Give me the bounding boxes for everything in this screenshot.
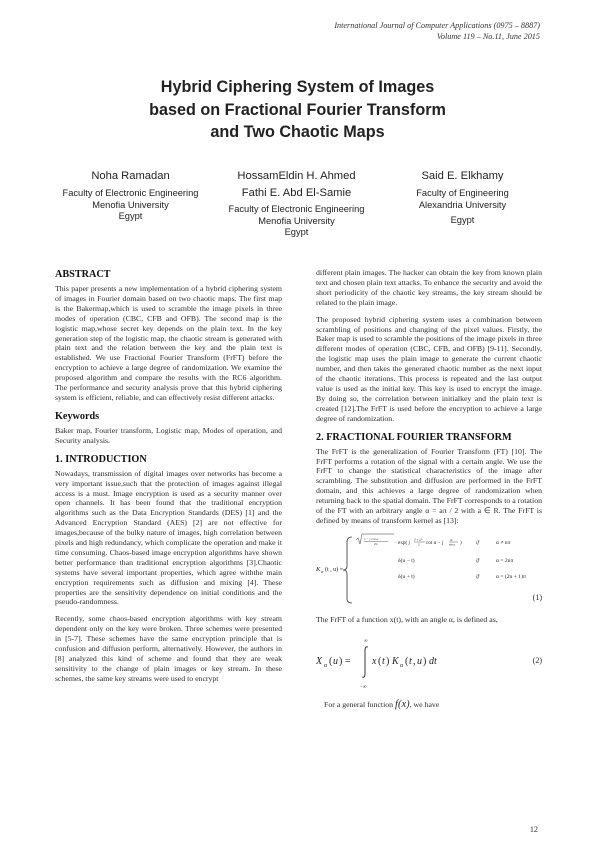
author-name: Said E. Elkhamy: [421, 170, 504, 182]
svg-text:α = 2nπ: α = 2nπ: [496, 557, 514, 564]
svg-text:): ): [460, 539, 462, 546]
svg-text:2π: 2π: [374, 541, 378, 546]
title-line-2: based on Fractional Fourier Transform: [149, 100, 446, 119]
svg-text:∞: ∞: [364, 638, 368, 644]
equation-1-graphic: [316, 533, 542, 607]
author-affiliation-line: Faculty of Electronic Engineering: [62, 188, 199, 198]
svg-text:K: K: [392, 655, 399, 667]
frft-definition-text: The FrFT of a function x(t), with an angle α, is defined as,: [316, 614, 498, 624]
svg-text:u: u: [333, 655, 338, 667]
author-affiliation-line: Egypt: [450, 215, 475, 226]
author-block-1: [48, 168, 213, 223]
svg-text:t: t: [409, 655, 412, 667]
abstract-text: This paper presents a new implementation of a hybrid ciphering system of images in Fourier domain based on two chaotic maps. The first map is the Bakermap,which is used to scramble the image pixels in three modes of operation (CBC, CFB and OFB). The second map is the logistic map,whose secret key depends on the plain text. In the key generation step of the logistic map, the chaotic stream is generated with plain text and the relation between the key and the plain text is established. We use Fractional Fourier Transform (FrFT) before the encryption to achieve a large degree of randomization. We examine the proposed algorithm and compare the results with the RC6 algorithm. The performance and security analysis prove that this hybrid ciphering system is efficient, reliable, and can effectively resist different attacks.: [55, 284, 282, 402]
author-block-3: [380, 168, 545, 227]
intro-paragraph-2: Recently, some chaos-based encryption algorithms with key stream dependent only on the key were broken. Three schemes were presented in [5-7]. These schemes have the same encryption principle that is confusion and diffusion perform, alternatively. However, the authors in [8] analyzed this kind of scheme and found that they are weak sensitivity to the change of plain images or key stream. In these schemes, the same key streams were used to encrypt: [55, 614, 282, 683]
svg-text:α ≠ nπ: α ≠ nπ: [496, 539, 511, 546]
svg-text:α = (2n + 1)π: α = (2n + 1)π: [496, 573, 526, 580]
svg-text:α: α: [400, 662, 404, 669]
abstract-heading: ABSTRACT: [55, 269, 111, 280]
author-affiliation-line: Faculty of Electronic Engineering: [228, 204, 365, 214]
svg-text:u: u: [417, 655, 422, 667]
svg-text:(: (: [329, 655, 333, 667]
svg-text:X: X: [316, 655, 323, 667]
page-number: 12: [529, 825, 538, 834]
equation-2-graphic: [316, 632, 516, 692]
equation-1-number: (1): [532, 592, 542, 602]
journal-volume: Volume 119 – No.11, June 2015: [436, 32, 540, 41]
frft-paragraph: The FrFT is the generalization of Fourier Transform (FT) [10]. The FrFT performs a rotation of the signal with a certain angle. We use the FrFT to change the statistical characteristics of the image after scrambling. The substitution and diffusion are performed in the FrFT domain, and this achieves a large degree of randomization when returning back to the spatial domain. The FrFT corresponds to a rotation of the FT with an arbitrary angle α = aπ / 2 with a ∈ R. The FrFT is defined by means of transform kernel as [13]:: [316, 446, 542, 525]
svg-text:(: (: [405, 655, 409, 667]
journal-header: [334, 20, 540, 42]
section-2-heading: 2. FRACTIONAL FOURIER TRANSFORM: [316, 431, 512, 443]
svg-text:−∞: −∞: [360, 684, 367, 690]
left-column: [55, 268, 282, 691]
svg-text:(: (: [378, 655, 382, 667]
author-block-2: [214, 168, 379, 239]
author-affiliation-line: Egypt: [118, 211, 143, 222]
right-paragraph-1: different plain images. The hacker can obtain the key from known plain text and chosen plain text attacks. To enhance the security and avoid the short periodicity of the chaotic key streams, the key stream should be related to the plain image.: [316, 268, 542, 307]
svg-text:δ(u − t): δ(u − t): [398, 557, 415, 564]
author-affiliation-line: Menofia University: [258, 215, 335, 226]
svg-text:x: x: [372, 655, 377, 667]
right-column: [316, 268, 542, 717]
svg-text:,: ,: [413, 655, 416, 667]
svg-text:δ(u + t): δ(u + t): [398, 573, 415, 580]
equation-2-number: (2): [532, 655, 542, 665]
author-name: Noha Ramadan: [91, 170, 170, 182]
svg-text:1 − j cot α: 1 − j cot α: [364, 536, 379, 541]
keywords-text: Baker map, Fourier transform, Logistic map, Modes of operation, and Security analysis.: [55, 425, 282, 445]
svg-text:t² + u²: t² + u²: [414, 537, 422, 542]
author-affiliation-line: Faculty of Engineering: [416, 188, 509, 198]
svg-text:) =: ) =: [339, 655, 351, 667]
svg-text:sin α: sin α: [449, 542, 456, 547]
keywords-heading: Keywords: [55, 410, 100, 422]
title-line-1: Hybrid Ciphering System of Images: [160, 78, 435, 96]
general-function-suffix: , we have: [409, 699, 440, 709]
title-line-3: and Two Chaotic Maps: [210, 123, 385, 141]
function-symbol: f(x): [395, 698, 410, 710]
right-paragraph-2: The proposed hybrid ciphering system uses a combination between scrambling of positions and changing of the pixel values. Firstly, the Baker map is used to scramble the positions of the image pixels in three different modes of operation (CBC, CFB, and OFB) [9-11]. Secondly, the logistic map uses the plain image to generate the current chaotic number, and then takes the generated chaotic number as the next input of the chaotic iterations. This process is repeated and the last output value is used as the initial key. This key is used to encrypt the image. By doing so, the correlation between initialkey and the plain text is created [12].The FrFT is used before the encryption to achieve a large degree of randomization.: [316, 314, 542, 423]
introduction-heading: 1. INTRODUCTION: [55, 453, 147, 465]
svg-text:dt: dt: [429, 655, 437, 667]
author-affiliation-line: Menofia University: [92, 199, 169, 210]
svg-text:if: if: [476, 573, 480, 580]
svg-text:α: α: [321, 568, 324, 574]
author-affiliation-line: Alexandria University: [418, 199, 507, 210]
equation-1: [316, 533, 542, 607]
svg-text:α: α: [324, 662, 328, 669]
general-function-text: [324, 700, 542, 710]
equation-2: [316, 632, 542, 692]
svg-text:cot α − j: cot α − j: [426, 539, 444, 546]
svg-text:): ): [386, 655, 390, 667]
svg-text:2: 2: [418, 542, 420, 547]
journal-name: International Journal of Computer Applications (0975 – 8887): [334, 21, 540, 30]
svg-text:): ): [423, 655, 427, 667]
svg-text:· exp( j: · exp( j: [395, 539, 410, 546]
svg-text:K: K: [316, 565, 321, 573]
author-name: Fathi E. Abd El-Samie: [241, 187, 352, 199]
author-affiliation-line: Egypt: [284, 227, 309, 238]
svg-text:t: t: [382, 655, 385, 667]
general-function-prefix: For a general function: [324, 699, 394, 709]
svg-text:(t , u) =: (t , u) =: [325, 566, 344, 573]
svg-text:ut: ut: [450, 537, 453, 542]
svg-text:if: if: [476, 539, 480, 546]
author-name: HossamEldin H. Ahmed: [237, 170, 356, 182]
svg-text:if: if: [476, 557, 480, 564]
paper-title: [0, 76, 595, 144]
intro-paragraph-1: Nowadays, transmission of digital images over networks has become a very important issue,such that the protection of images against illegal access is a must. Image encryption is used as a security manner over open channels. It has been found that the traditional encryption algorithms such as the Data Encryption Standards (DES) [1] and the Advanced Encryption Standard (AES) [2] are not effective for images,because of the bulky nature of images, high correlation between pixels and high redundancy, which complicate the operation and make it time consuming. Chaos-based image encryption algorithms have shown better performance than traditional encryption algorithms [3].Chaotic systems have several important properties, which agree withthe main encryption requirements such as diffusion and mixing [4]. These properties are the sensitivity dependence on initial conditions and the pseudo-randomness.: [55, 468, 282, 607]
